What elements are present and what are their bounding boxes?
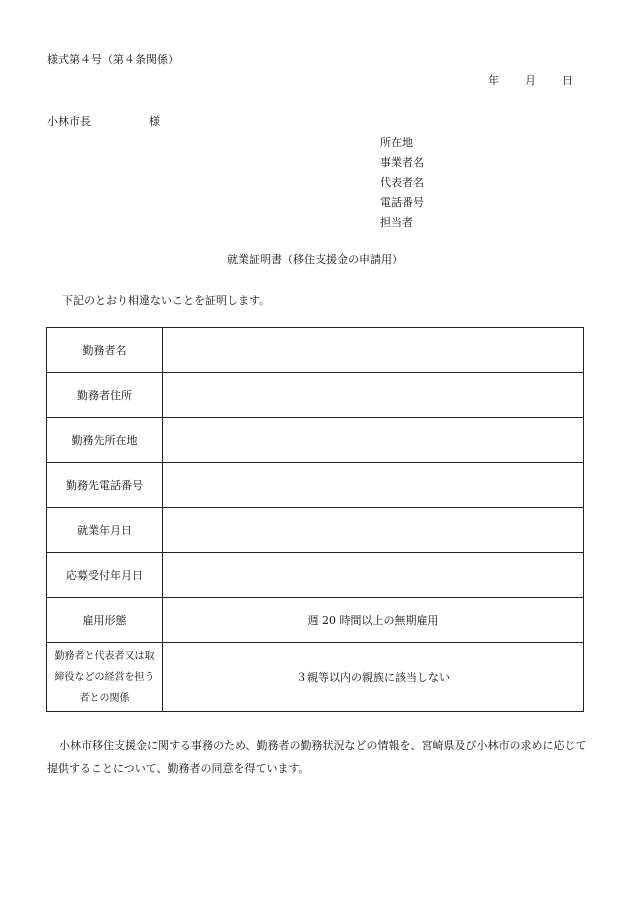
row-value-field[interactable]	[163, 328, 584, 373]
table-row	[47, 598, 584, 643]
relationship-value: ３親等以内の親族に該当しない	[163, 643, 584, 712]
form-number: 様式第４号（第４条関係）	[47, 53, 179, 66]
table-row	[47, 328, 584, 373]
applicant-location-label: 所在地	[380, 136, 413, 149]
row-value-field[interactable]	[163, 373, 584, 418]
relationship-label-line: 勤務者と代表者又は取	[54, 650, 155, 662]
row-label: 勤務先電話番号	[47, 463, 163, 508]
relationship-label-line: 締役などの経営を担う	[54, 671, 155, 683]
employment-type-value: 週 20 時間以上の無期雇用	[163, 598, 584, 643]
applicant-phone-label: 電話番号	[380, 196, 424, 209]
certificate-table	[46, 327, 584, 712]
row-label: 就業年月日	[47, 508, 163, 553]
employment-type-label: 雇用形態	[47, 598, 163, 643]
addressee-name: 小林市長	[47, 115, 91, 128]
table-row	[47, 508, 584, 553]
addressee	[47, 113, 160, 129]
row-value-field[interactable]	[163, 463, 584, 508]
table-row	[47, 643, 584, 712]
applicant-company-label: 事業者名	[380, 156, 424, 169]
table-row	[47, 418, 584, 463]
intro-text: 下記のとおり相違ないことを証明します。	[62, 294, 271, 307]
date-year: 年	[488, 74, 499, 87]
date-line	[488, 72, 573, 88]
document-title: 就業証明書（移住支援金の申請用）	[227, 253, 403, 266]
relationship-label	[47, 643, 163, 712]
applicant-representative-label: 代表者名	[380, 176, 424, 189]
row-value-field[interactable]	[163, 508, 584, 553]
applicant-block	[380, 133, 424, 233]
table-row	[47, 553, 584, 598]
row-value-field[interactable]	[163, 553, 584, 598]
date-month: 月	[525, 74, 536, 87]
relationship-label-line: 者との関係	[79, 692, 130, 704]
row-label: 応募受付年月日	[47, 553, 163, 598]
table-row	[47, 373, 584, 418]
addressee-honorific: 様	[149, 115, 160, 128]
applicant-contact-label: 担当者	[380, 216, 413, 229]
consent-note: 小林市移住支援金に関する事務のため、勤務者の勤務状況などの情報を、宮崎県及び小林市の求めに応じて提供することについて、勤務者の同意を得ています。	[47, 739, 587, 775]
row-value-field[interactable]	[163, 418, 584, 463]
date-day: 日	[562, 74, 573, 87]
row-label: 勤務先所在地	[47, 418, 163, 463]
row-label: 勤務者住所	[47, 373, 163, 418]
table-row	[47, 463, 584, 508]
row-label: 勤務者名	[47, 328, 163, 373]
